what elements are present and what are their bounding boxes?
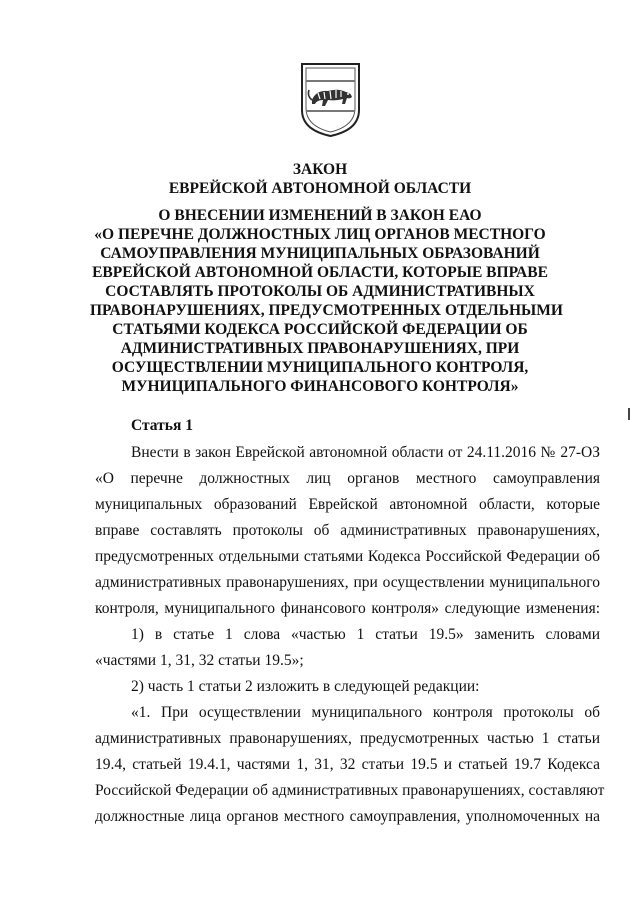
item-2-paragraph: [95, 674, 600, 700]
law-title-line: ОСУЩЕСТВЛЕНИИ МУНИЦИПАЛЬНОГО КОНТРОЛЯ,: [111, 359, 529, 376]
text-line: 19.4, статьей 19.4.1, частями 1, 31, 32 статьи 19.5 и статьей 19.7 Кодекса: [95, 756, 600, 773]
margin-mark: [628, 408, 630, 420]
law-title-line: МУНИЦИПАЛЬНОГО ФИНАНСОВОГО КОНТРОЛЯ»: [121, 378, 519, 395]
law-title-line: СТАТЬЯМИ КОДЕКСА РОССИЙСКОЙ ФЕДЕРАЦИИ ОБ: [112, 321, 528, 338]
text-line: административных правонарушениях, предусмотренных частью 1 статьи: [95, 730, 600, 747]
text-line: Внести в закон Еврейской автономной области от 24.11.2016 № 27-ОЗ: [131, 444, 600, 461]
law-heading: [90, 160, 550, 198]
text-line: «1. При осуществлении муниципального контроля протоколы об: [131, 704, 600, 721]
law-title-line: СОСТАВЛЯТЬ ПРОТОКОЛЫ ОБ АДМИНИСТРАТИВНЫХ: [105, 283, 535, 300]
law-title-line: ЕВРЕЙСКОЙ АВТОНОМНОЙ ОБЛАСТИ, КОТОРЫЕ ВПРАВЕ: [92, 264, 548, 281]
coat-of-arms-emblem: [298, 60, 363, 138]
law-title-line: ПРАВОНАРУШЕНИЯХ, ПРЕДУСМОТРЕННЫХ ОТДЕЛЬНЫМИ: [90, 302, 563, 319]
law-title-line: «О ПЕРЕЧНЕ ДОЛЖНОСТНЫХ ЛИЦ ОРГАНОВ МЕСТНОГО: [94, 226, 546, 243]
text-line: 1) в статье 1 слова «частью 1 статьи 19.5» заменить словами: [131, 626, 600, 643]
law-title-line: АДМИНИСТРАТИВНЫХ ПРАВОНАРУШЕНИЯХ, ПРИ: [120, 340, 520, 357]
law-heading-line: ЕВРЕЙСКОЙ АВТОНОМНОЙ ОБЛАСТИ: [168, 180, 472, 197]
law-title: [90, 206, 563, 396]
article-title: Статья 1: [131, 417, 193, 434]
text-line: муниципальных образований Еврейской автономной области, которые: [95, 496, 600, 513]
text-line: должностные лица органов местного самоуправления, уполномоченных на: [95, 808, 600, 825]
law-title-line: О ВНЕСЕНИИ ИЗМЕНЕНИЙ В ЗАКОН ЕАО: [158, 207, 482, 224]
law-heading-line: ЗАКОН: [292, 161, 348, 178]
quoted-amendment-paragraph: [95, 700, 605, 830]
law-title-line: САМОУПРАВЛЕНИЯ МУНИЦИПАЛЬНЫХ ОБРАЗОВАНИЙ: [100, 245, 540, 262]
text-line: 2) часть 1 статьи 2 изложить в следующей редакции:: [131, 678, 480, 695]
text-line: контроля, муниципального финансового контроля» следующие изменения:: [95, 600, 600, 617]
text-line: предусмотренных отдельными статьями Кодекса Российской Федерации об: [95, 548, 600, 565]
text-line: вправе составлять протоколы об административных правонарушениях,: [95, 522, 600, 539]
text-line: «частями 1, 31, 32 статьи 19.5»;: [95, 652, 304, 669]
text-line: «О перечне должностных лиц органов местного самоуправления: [95, 470, 600, 487]
item-1-paragraph: [95, 622, 600, 674]
text-line: Российской Федерации об административных правонарушениях, составляют: [95, 782, 605, 799]
article-intro-paragraph: [95, 440, 600, 622]
text-line: административных правонарушениях, при осуществлении муниципального: [95, 574, 600, 591]
